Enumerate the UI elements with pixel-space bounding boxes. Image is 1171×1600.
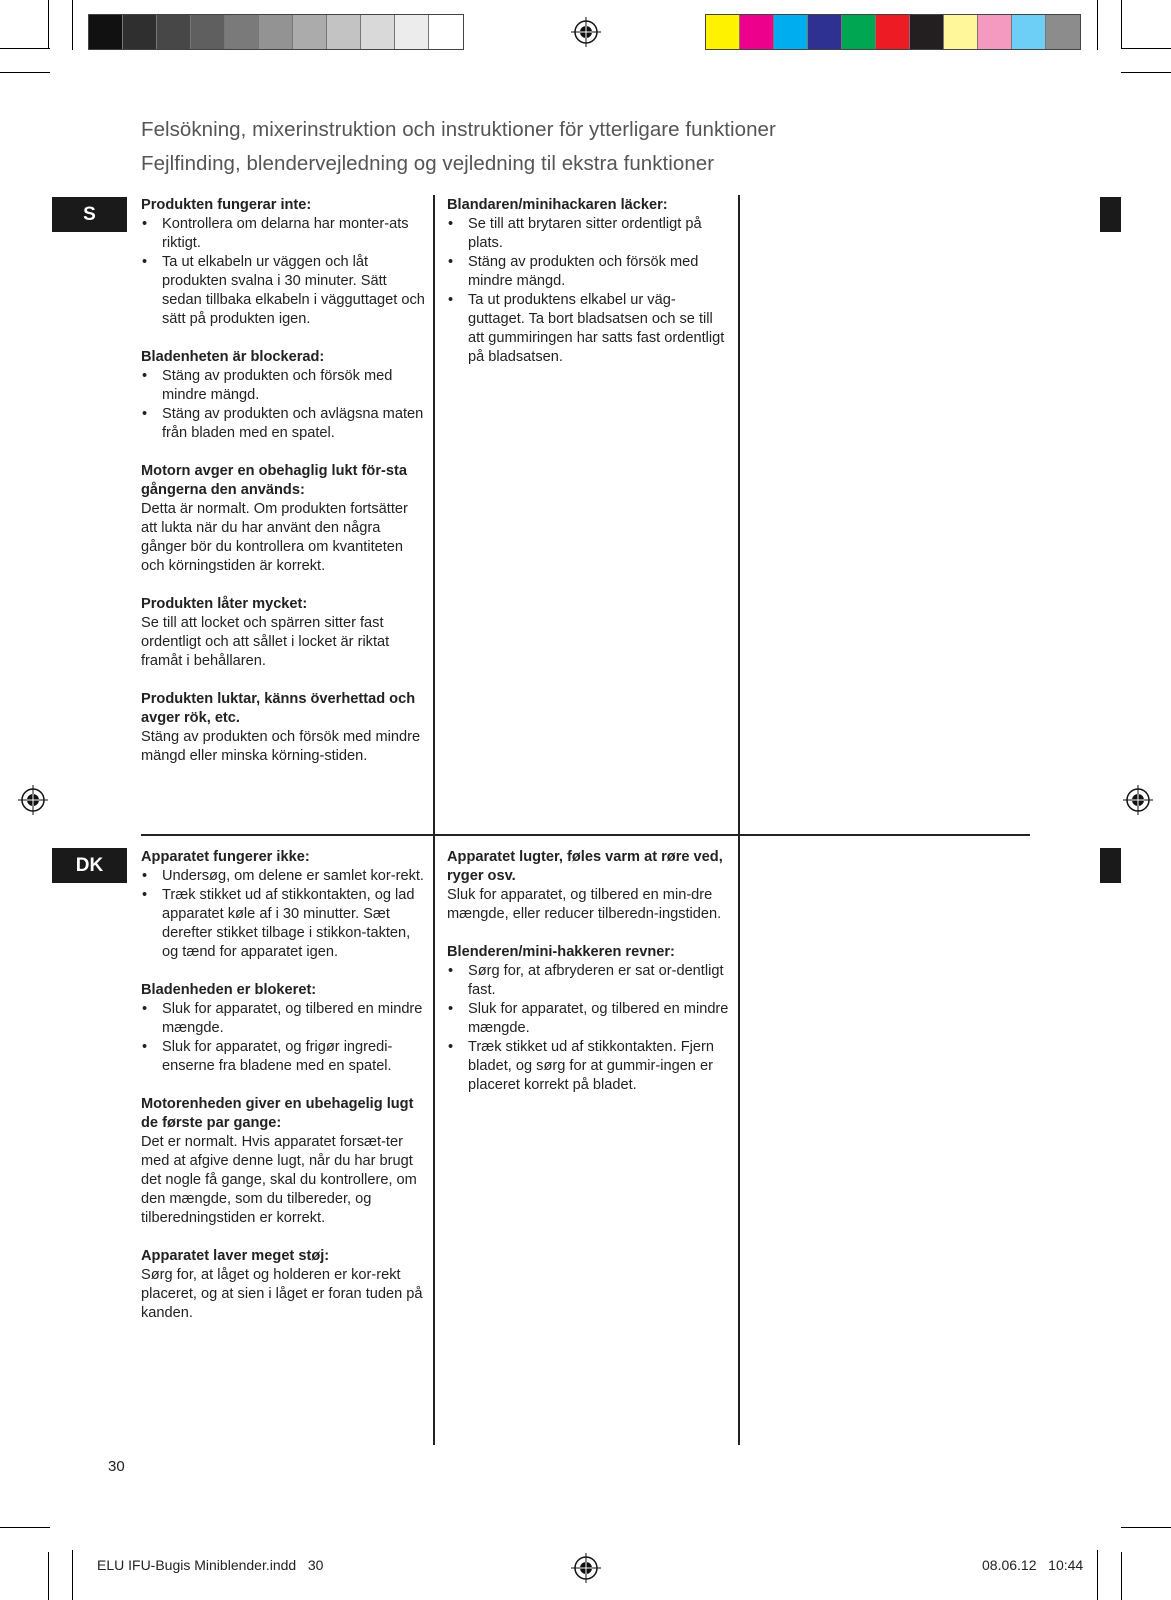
column-divider <box>433 195 435 1445</box>
color-swatch <box>89 15 123 49</box>
bullet-item: • Ta ut produktens elkabel ur väg-guttaget. Ta bort bladsatsen och se till att gummiringen har satts fast ordentligt på bladsatsen. <box>447 291 732 367</box>
item-text: Stäng av produkten och försök med mindre mängd eller minska körning-stiden. <box>141 729 421 764</box>
language-tag-s: S <box>52 197 127 232</box>
color-swatch <box>774 15 808 49</box>
color-swatch <box>740 15 774 49</box>
item-heading: Motorn avger en obehaglig lukt för-sta gångerna den används: <box>141 463 407 498</box>
color-swatch <box>157 15 191 49</box>
item-text: Sluk for apparatet, og tilbered en min-dre mængde, eller reducer tilberedn-ingstiden. <box>447 887 722 922</box>
color-swatch <box>395 15 429 49</box>
bullet-list <box>447 215 732 367</box>
bullet-item: • Ta ut elkabeln ur väggen och låt produkten svalna i 30 minuter. Sätt sedan tillbaka elkabeln i vägguttaget och sätt på produkten igen. <box>141 253 426 329</box>
item-text: Se till att locket och spärren sitter fast ordentligt och att sållet i locket är riktat framåt i behållaren. <box>141 615 390 669</box>
color-swatch <box>191 15 225 49</box>
bullet-item: • Undersøg, om delene er samlet kor-rekt. <box>141 867 426 886</box>
troubleshooting-item <box>141 595 426 671</box>
color-swatch <box>706 15 740 49</box>
troubleshooting-item <box>447 943 732 1095</box>
item-heading: Produkten luktar, känns överhettad och avger rök, etc. <box>141 691 416 726</box>
color-swatch <box>842 15 876 49</box>
bullet-item: • Træk stikket ud af stikkontakten, og lad apparatet køle af i 30 minutter. Sæt derefter stikket tilbage i stikkon-takten, og tænd for apparatet igen. <box>141 886 426 962</box>
item-heading: Apparatet lugter, føles varm at røre ved, ryger osv. <box>447 849 723 884</box>
color-swatch <box>876 15 910 49</box>
color-swatch <box>123 15 157 49</box>
dk-column-2 <box>447 848 732 1114</box>
bullet-item: • Stäng av produkten och försök med mindre mängd. <box>141 367 426 405</box>
troubleshooting-item <box>141 1095 426 1228</box>
color-swatch <box>808 15 842 49</box>
color-swatch <box>1046 15 1080 49</box>
color-swatch <box>944 15 978 49</box>
bullet-item: • Se till att brytaren sitter ordentligt på plats. <box>447 215 732 253</box>
language-tag-dk: DK <box>52 848 127 883</box>
troubleshooting-item <box>141 196 426 329</box>
color-swatch <box>327 15 361 49</box>
item-heading: Motorenheden giver en ubehagelig lugt de første par gange: <box>141 1096 414 1131</box>
bullet-list <box>141 215 426 329</box>
bullet-item: • Sluk for apparatet, og tilbered en mindre mængde. <box>141 1000 426 1038</box>
bullet-item: • Sørg for, at afbryderen er sat or-dentligt fast. <box>447 962 732 1000</box>
grayscale-color-bar <box>88 14 464 50</box>
bullet-list <box>447 962 732 1095</box>
color-swatch <box>978 15 1012 49</box>
color-swatch <box>259 15 293 49</box>
item-text: Det er normalt. Hvis apparatet forsæt-ter med at afgive denne lugt, når du har brugt det nogle få gange, skal du kontrollere, om den mængde, som du tilbereder, og tilberedningstiden er korrekt. <box>141 1134 417 1226</box>
color-swatch <box>225 15 259 49</box>
bullet-item: • Træk stikket ud af stikkontakten. Fjern bladet, og sørg for at gummir-ingen er placeret korrekt på bladet. <box>447 1038 732 1095</box>
s-column-1 <box>141 196 426 785</box>
bullet-item: • Sluk for apparatet, og tilbered en mindre mængde. <box>447 1000 732 1038</box>
footer-date-time: 08.06.12 10:44 <box>982 1557 1084 1573</box>
bullet-item: • Stäng av produkten och försök med mindre mängd. <box>447 253 732 291</box>
item-heading: Apparatet fungerer ikke: <box>141 849 310 865</box>
color-swatch <box>1012 15 1046 49</box>
registration-mark-icon <box>571 17 601 47</box>
item-heading: Apparatet laver meget støj: <box>141 1248 330 1264</box>
troubleshooting-item <box>447 196 732 367</box>
bullet-item: • Sluk for apparatet, og frigør ingredi-enserne fra bladene med en spatel. <box>141 1038 426 1076</box>
column-divider <box>738 195 740 1445</box>
page-number: 30 <box>108 1458 125 1475</box>
item-heading: Blenderen/mini-hakkeren revner: <box>447 944 675 960</box>
registration-mark-icon <box>18 785 48 815</box>
bullet-list <box>141 367 426 443</box>
bullet-list <box>141 1000 426 1076</box>
troubleshooting-item <box>141 348 426 443</box>
bullet-list <box>141 867 426 962</box>
item-text: Sørg for, at låget og holderen er kor-rekt placeret, og at sien i låget er foran tuden på kanden. <box>141 1267 423 1321</box>
item-heading: Produkten fungerar inte: <box>141 197 312 213</box>
troubleshooting-item <box>447 848 732 924</box>
troubleshooting-item <box>141 462 426 576</box>
dk-column-1 <box>141 848 426 1342</box>
troubleshooting-item <box>141 1247 426 1323</box>
troubleshooting-item <box>141 690 426 766</box>
thumb-index-tab <box>1100 848 1121 883</box>
item-text: Detta är normalt. Om produkten fortsätter att lukta när du har använt den några gånger bör du kontrollera om kvantiteten och körningstiden är korrekt. <box>141 501 408 574</box>
troubleshooting-item <box>141 981 426 1076</box>
item-heading: Produkten låter mycket: <box>141 596 308 612</box>
bullet-item: • Stäng av produkten och avlägsna maten från bladen med en spatel. <box>141 405 426 443</box>
registration-mark-icon <box>1123 785 1153 815</box>
item-heading: Bladenheten är blockerad: <box>141 349 325 365</box>
item-heading: Bladenheden er blokeret: <box>141 982 317 998</box>
s-column-2 <box>447 196 732 386</box>
registration-mark-icon <box>571 1553 601 1583</box>
section-divider <box>141 834 1030 836</box>
color-swatch <box>293 15 327 49</box>
item-heading: Blandaren/minihackaren läcker: <box>447 197 668 213</box>
footer-file-name: ELU IFU-Bugis Miniblender.indd 30 <box>97 1557 324 1573</box>
color-swatch <box>361 15 395 49</box>
page-title-swedish: Felsökning, mixerinstruktion och instruktioner för ytterligare funktioner <box>141 118 776 141</box>
page-title-danish: Fejlfinding, blendervejledning og vejledning til ekstra funktioner <box>141 152 715 175</box>
thumb-index-tab <box>1100 197 1121 232</box>
bullet-item: • Kontrollera om delarna har monter-ats riktigt. <box>141 215 426 253</box>
color-swatch <box>910 15 944 49</box>
process-color-bar <box>705 14 1081 50</box>
color-swatch <box>429 15 463 49</box>
troubleshooting-item <box>141 848 426 962</box>
